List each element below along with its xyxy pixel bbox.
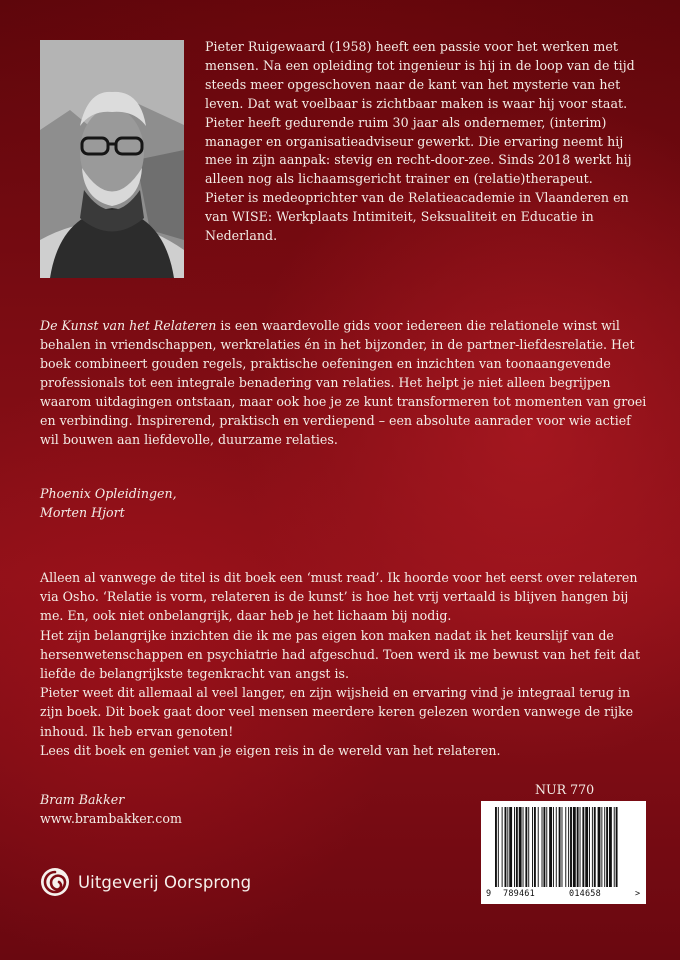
barcode-bar [509,807,512,887]
barcode-group-1: 789461 [503,889,535,899]
author-portrait-illustration [40,40,184,278]
barcode-bar [543,807,545,887]
barcode-bar [573,807,576,887]
barcode-bar [565,807,566,887]
review-bakker-paragraph-2: Het zijn belangrijke inzichten die ik me pas eigen kon maken nadat ik het keurslijf van de hersenwetenschappen en psychiatrie had afgeschud. Toen werd ik me bewust van het feit dat liefde de belangrijkste tegenkracht van angst is. [40,627,641,682]
barcode-bar [516,807,518,887]
barcode-bar [592,807,593,887]
author-bio-paragraph-2: Pieter heeft gedurende ruim 30 jaar als ondernemer, (interim) manager en organisatieadviseur gewerkt. Die ervaring neemt hij mee in zijn aanpak: stevig en recht-door-zee. Sinds 2018 werkt hij alleen nog als lichaamsgericht trainer en (relatie)therapeut. [205,114,632,187]
review-phoenix-text [40,316,650,449]
barcode-bar [525,807,527,887]
book-title: De Kunst van het Relateren [40,318,217,333]
barcode-bar [580,807,581,887]
author-photo [40,40,184,278]
barcode-bar [614,807,615,887]
spiral-icon [40,867,70,897]
barcode-bar [582,807,584,887]
reviewer-name: Morten Hjort [40,505,125,520]
author-bio-paragraph-1: Pieter Ruigewaard (1958) heeft een passie voor het werken met mensen. Na een opleiding tot ingenieur is hij in de loop van de tijd steeds meer opgeschoven naar de kant van het mysterie van het leven. Dat wat voelbaar is zichtbaar maken is waar hij voor staat. [205,39,635,111]
barcode-bar [606,807,608,887]
barcode-bar [549,807,552,887]
barcode-bar [502,807,503,887]
publisher-logo [40,866,251,898]
barcode-bar [532,807,533,887]
barcode-bar [559,807,561,887]
barcode-bar [609,807,612,887]
barcode-bar [585,807,588,887]
barcode-bar [495,807,497,887]
barcode-group-2: 014658 [569,889,601,899]
review-phoenix-signature [40,484,340,522]
barcode-bar [514,807,515,887]
barcode-bar [534,807,536,887]
barcode-bar [519,807,522,887]
barcode-bar [598,807,601,887]
review-phoenix [40,316,650,449]
barcode-bar [616,807,618,887]
barcode-bar [546,807,547,887]
barcode-end-marker: > [635,889,641,899]
barcode-bar [556,807,557,887]
barcode-bar [570,807,572,887]
reviewer-website: www.brambakker.com [40,811,182,826]
barcode-bar [538,807,539,887]
barcode-bar [553,807,554,887]
barcode-bar [589,807,590,887]
barcode-bars [481,801,646,891]
barcode-bar [507,807,508,887]
barcode-bar [568,807,569,887]
author-bio [205,38,645,246]
review-bakker-signature [40,790,340,828]
barcode-bar [523,807,524,887]
barcode-bar [562,807,563,887]
review-phoenix-body: is een waardevolle gids voor iedereen die relationele winst wil behalen in vriendschappen, werkrelaties én in het bijzonder, in de partner-liefdesrelatie. Het boek combineert gouden regels, praktische oefeningen en inzichten van toonaangevende professionals tot een integrale benadering van relaties. Het helpt je niet alleen begrijpen waarom uitdagingen ontstaan, maar ook hoe je ze kunt transformeren tot momenten van groei en verbinding. Inspirerend, praktisch en verdiepend – een absolute aanrader voor wie actief wil bouwen aan liefdevolle, duurzame relaties. [40,318,647,447]
barcode-bar [542,807,543,887]
barcode-bar [577,807,579,887]
barcode-bar [498,807,499,887]
barcode-bar [528,807,529,887]
barcode-first-digit: 9 [486,889,492,899]
publisher-name: Uitgeverij Oorsprong [78,872,252,892]
review-bakker-paragraph-3: Pieter weet dit allemaal al veel langer, en zijn wijsheid en ervaring vind je integraal terug in zijn boek. Dit boek gaat door veel mensen meerdere keren gelezen worden vanwege de rijke inhoud. Ik heb ervan genoten! [40,685,634,739]
isbn-barcode [481,801,646,904]
reviewer-name: Bram Bakker [40,792,125,807]
barcode-bar [604,807,605,887]
barcode-bar [594,807,596,887]
review-bakker [40,568,650,760]
barcode-bar [505,807,507,887]
nur-code: NUR 770 [535,782,595,797]
author-bio-paragraph-3: Pieter is medeoprichter van de Relatieacademie in Vlaanderen en van WISE: Werkplaats Intimiteit, Seksualiteit en Educatie in Nederland. [205,190,629,244]
reviewer-organization: Phoenix Opleidingen, [40,486,177,501]
review-bakker-paragraph-4: Lees dit boek en geniet van je eigen reis in de wereld van het relateren. [40,742,501,758]
review-bakker-paragraph-1: Alleen al vanwege de titel is dit boek een ‘must read’. Ik hoorde voor het eerst over relateren via Osho. ‘Relatie is vorm, relateren is de kunst’ is hoe het vrij vertaald is blijven hangen bij me. En, ook niet onbelangrijk, daar heb je het lichaam bij nodig. [40,570,638,624]
barcode-bar [601,807,602,887]
